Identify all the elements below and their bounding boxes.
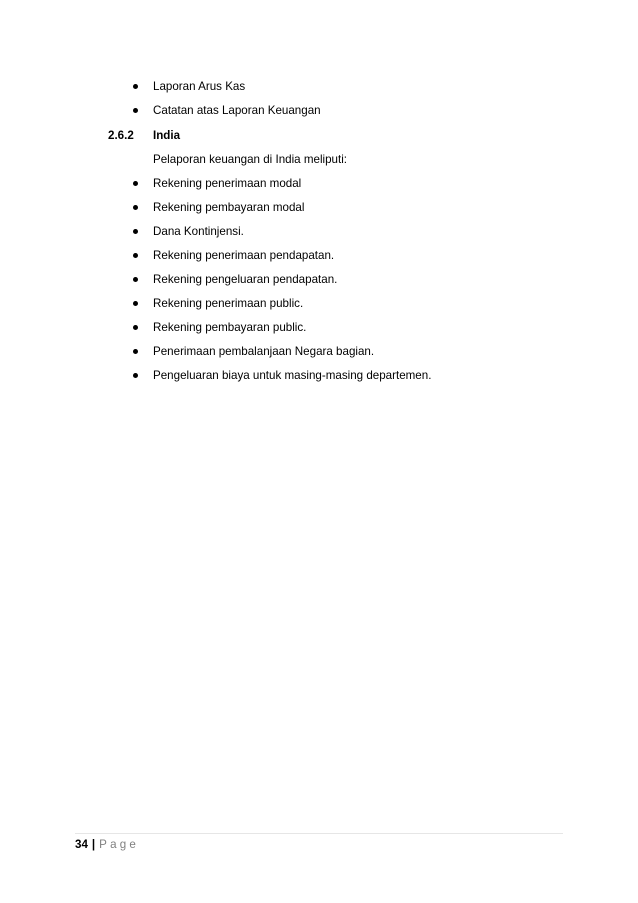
- bullet-icon: [133, 181, 138, 186]
- page-footer: [75, 838, 139, 852]
- list-item-text: Dana Kontinjensi.: [153, 225, 244, 238]
- list-item: [0, 273, 638, 297]
- list-item: [0, 80, 638, 104]
- list-item-text: Rekening penerimaan public.: [153, 297, 304, 310]
- list-item-text: Rekening pembayaran modal: [153, 201, 305, 214]
- bullet-icon: [133, 373, 138, 378]
- list-item: [0, 225, 638, 249]
- bullet-icon: [133, 325, 138, 330]
- list-item: [0, 201, 638, 225]
- footer-separator: |: [91, 838, 96, 851]
- india-bullet-list: [0, 177, 638, 393]
- list-item-text: Pengeluaran biaya untuk masing-masing departemen.: [153, 369, 432, 382]
- top-bullet-list: [0, 80, 638, 128]
- list-item-text: Catatan atas Laporan Keuangan: [153, 104, 321, 117]
- bullet-icon: [133, 205, 138, 210]
- section-heading: [0, 129, 638, 145]
- list-item-text: Rekening pengeluaran pendapatan.: [153, 273, 338, 286]
- bullet-icon: [133, 229, 138, 234]
- bullet-icon: [133, 277, 138, 282]
- bullet-icon: [133, 84, 138, 89]
- page-number: 34: [75, 838, 88, 851]
- bullet-icon: [133, 108, 138, 113]
- list-item: [0, 345, 638, 369]
- list-item: [0, 297, 638, 321]
- section-number: 2.6.2: [108, 129, 134, 142]
- list-item-text: Penerimaan pembalanjaan Negara bagian.: [153, 345, 375, 358]
- list-item: [0, 369, 638, 393]
- section-intro: Pelaporan keuangan di India meliputi:: [153, 153, 348, 166]
- list-item: [0, 249, 638, 273]
- bullet-icon: [133, 253, 138, 258]
- footer-divider: [75, 833, 563, 834]
- section-title: India: [153, 129, 181, 142]
- list-item-text: Laporan Arus Kas: [153, 80, 246, 93]
- list-item: [0, 177, 638, 201]
- list-item-text: Rekening penerimaan modal: [153, 177, 302, 190]
- list-item: [0, 104, 638, 128]
- bullet-icon: [133, 301, 138, 306]
- list-item-text: Rekening pembayaran public.: [153, 321, 307, 334]
- list-item: [0, 321, 638, 345]
- page-label: Page: [99, 838, 140, 851]
- list-item-text: Rekening penerimaan pendapatan.: [153, 249, 335, 262]
- bullet-icon: [133, 349, 138, 354]
